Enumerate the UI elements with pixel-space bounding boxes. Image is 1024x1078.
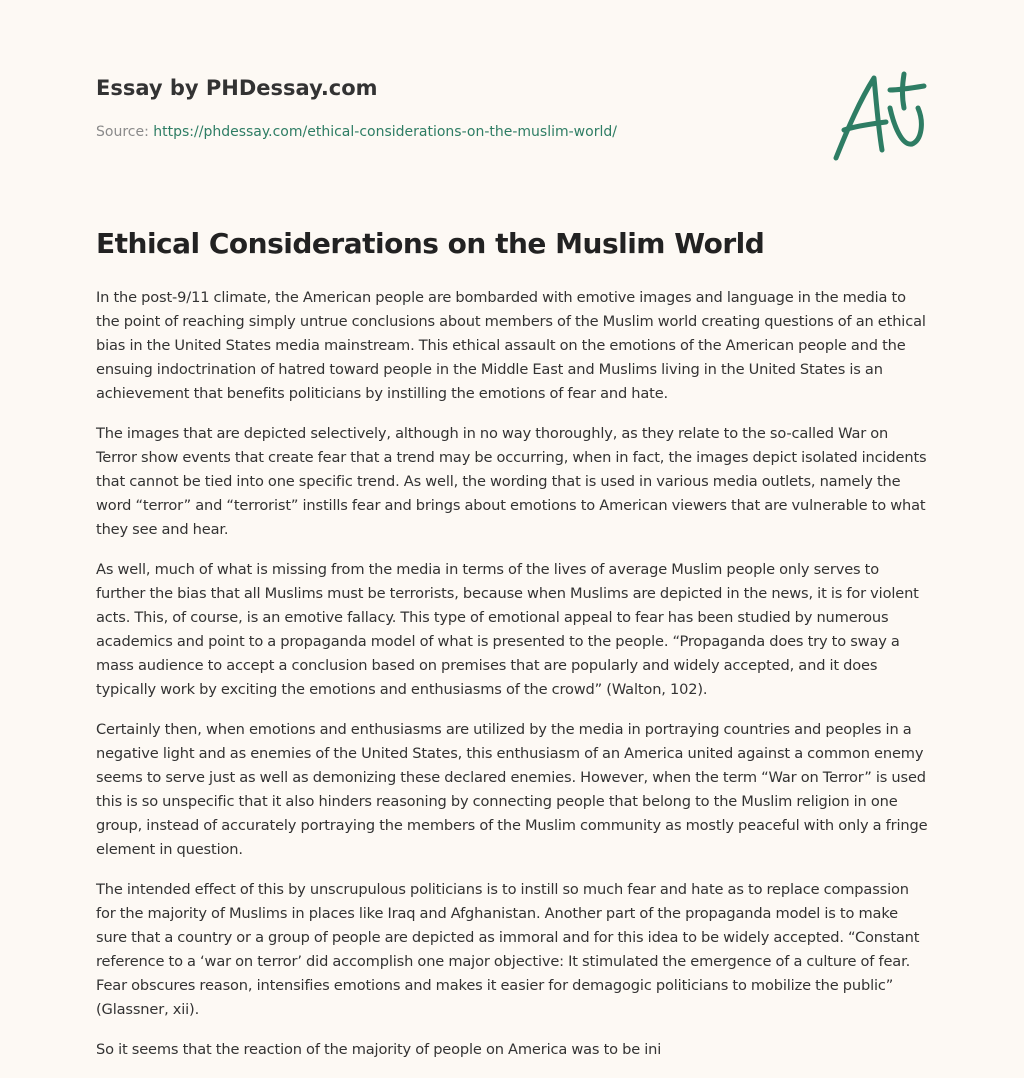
essay-title: Ethical Considerations on the Muslim World bbox=[96, 227, 765, 260]
source-label: Source: bbox=[96, 124, 149, 140]
essay-paragraph: In the post-9/11 climate, the American people are bombarded with emotive images and language in the media to the point of reaching simply untrue conclusions about members of the Muslim world creating questions of an ethical bias in the United States media mainstream. This ethical assault on the emotions of the American people and the ensuing indoctrination of hatred toward people in the Middle East and Muslims living in the United States is an achievement that benefits politicians by instilling the emotions of fear and hate. bbox=[96, 289, 926, 402]
essay-paragraph: Certainly then, when emotions and enthusiasms are utilized by the media in portraying countries and peoples in a negative light and as enemies of the United States, this enthusiasm of an America united against a common enemy seems to serve just as well as demonizing these declared enemies. However, when the term “War on Terror” is used this is so unspecific that it also hinders reasoning by connecting people that belong to the Muslim religion in one group, instead of accurately portraying the members of the Muslim community as mostly peaceful with only a fringe element in question. bbox=[96, 721, 928, 858]
page-header bbox=[96, 0, 928, 200]
essay-paragraph: As well, much of what is missing from the media in terms of the lives of average Muslim people only serves to further the bias that all Muslims must be terrorists, because when Muslims are depicted in the news, it is for violent acts. This, of course, is an emotive fallacy. This type of emotional appeal to fear has been studied by numerous academics and point to a propaganda model of what is presented to the people. “Propaganda does try to sway a mass audience to accept a conclusion based on premises that are popularly and widely accepted, and it does typically work by exciting the emotions and enthusiasms of the crowd” (Walton, 102). bbox=[96, 561, 919, 698]
source-link[interactable]: https://phdessay.com/ethical-considerations-on-the-muslim-world/ bbox=[153, 124, 617, 140]
site-title: Essay by PHDessay.com bbox=[96, 76, 378, 100]
source-line bbox=[96, 124, 617, 140]
a-plus-logo-icon bbox=[828, 68, 928, 164]
essay-paragraph: The images that are depicted selectively, although in no way thoroughly, as they relate to the so-called War on Terror show events that create fear that a trend may be occurring, when in fact, the images depict isolated incidents that cannot be tied into one specific trend. As well, the wording that is used in various media outlets, namely the word “terror” and “terrorist” instills fear and brings about emotions to American viewers that are vulnerable to what they see and hear. bbox=[96, 425, 927, 538]
essay-content bbox=[96, 226, 928, 1078]
essay-paragraph: The intended effect of this by unscrupulous politicians is to instill so much fear and hate as to replace compassion for the majority of Muslims in places like Iraq and Afghanistan. Another part of the propaganda model is to make sure that a country or a group of people are depicted as immoral and for this idea to be widely accepted. “Constant reference to a ‘war on terror’ did accomplish one major objective: It stimulated the emergence of a culture of fear. Fear obscures reason, intensifies emotions and makes it easier for demagogic politicians to mobilize the public” (Glassner, xii). bbox=[96, 881, 920, 1018]
essay-paragraph: So it seems that the reaction of the majority of people on America was to be ini bbox=[96, 1041, 662, 1058]
